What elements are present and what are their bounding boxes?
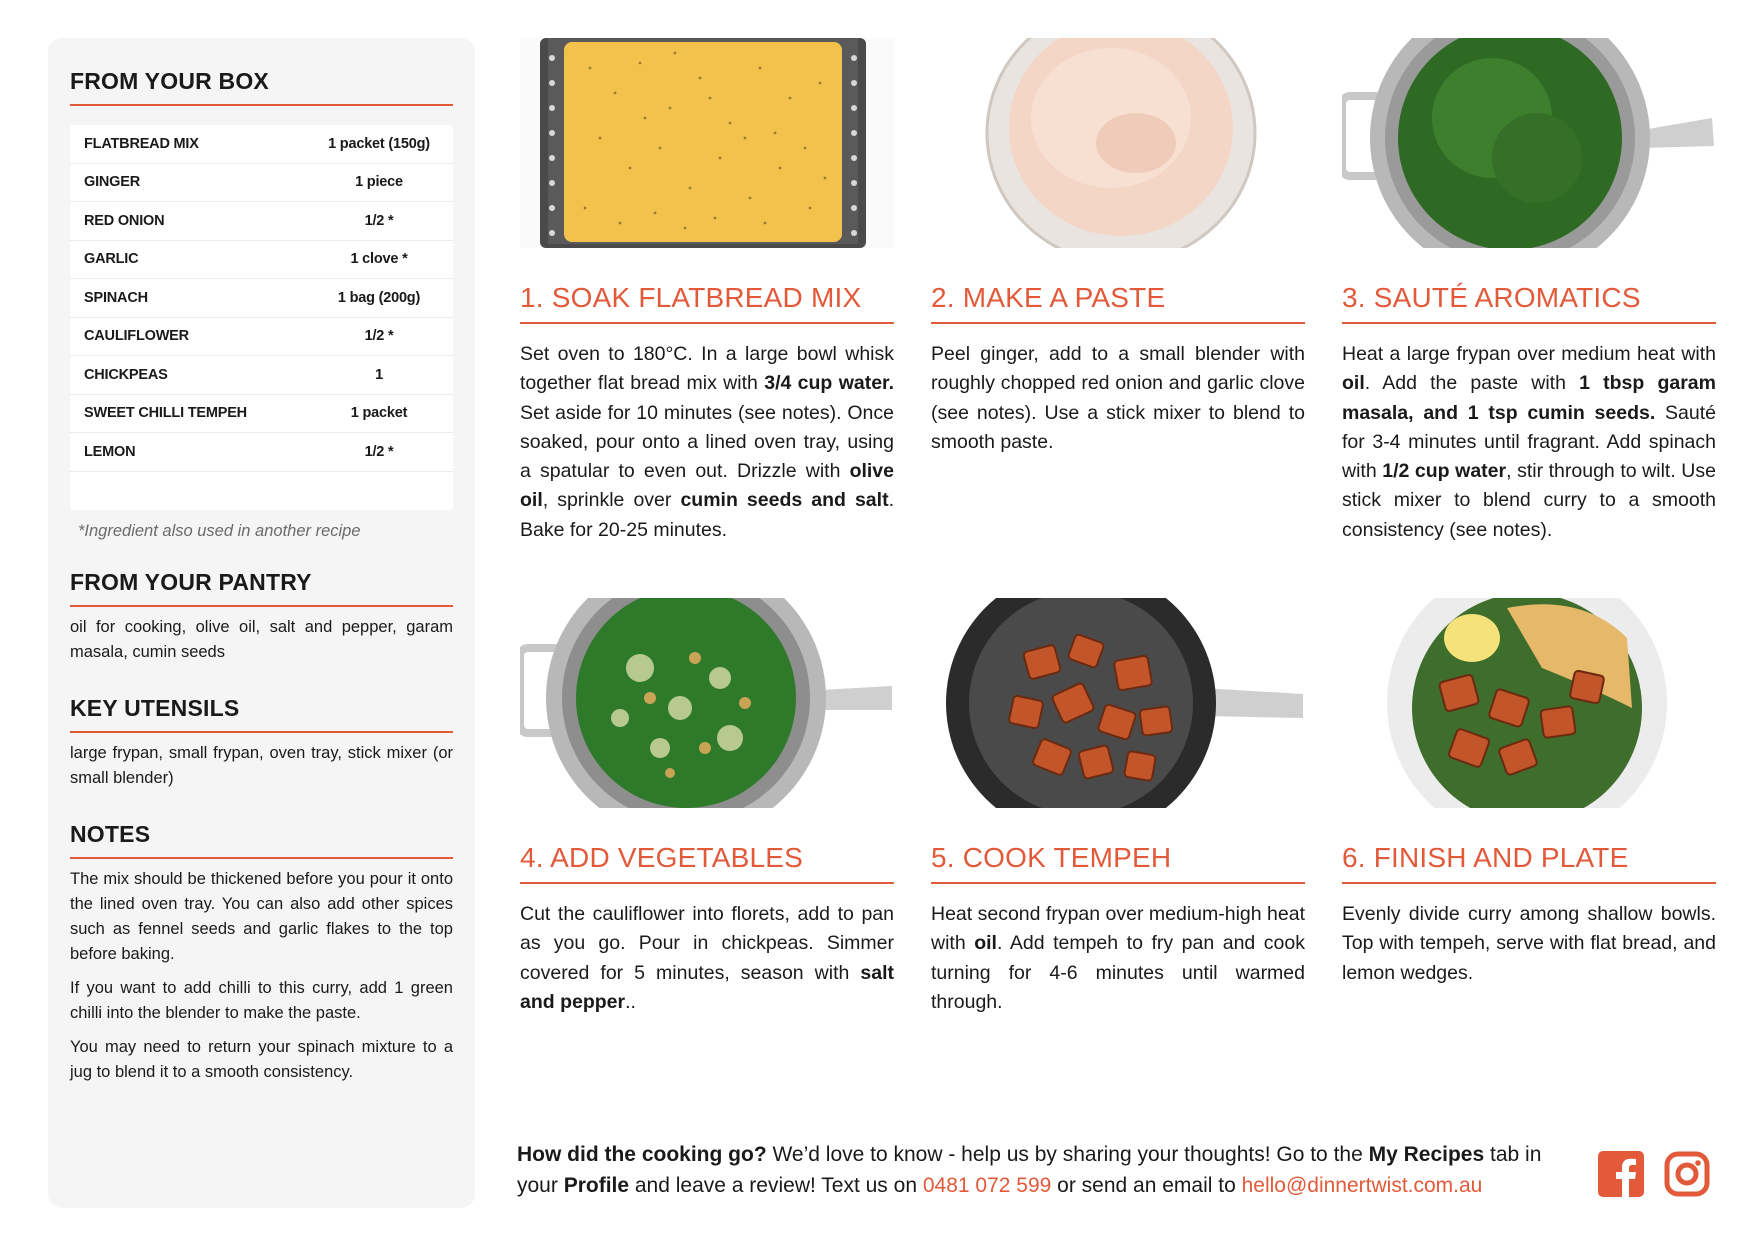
ingredient-quantity: 1/2 * xyxy=(364,443,394,460)
step-6-instructions xyxy=(1342,900,1716,988)
step-3-instructions xyxy=(1342,340,1716,545)
ingredient-row xyxy=(70,279,453,318)
instruction-highlight: salt and pepper xyxy=(520,961,894,1013)
email-link[interactable]: hello@dinnertwist.com.au xyxy=(1241,1174,1483,1197)
step-1 xyxy=(520,38,894,545)
profile-label: Profile xyxy=(563,1174,630,1197)
pantry-text: oil for cooking, olive oil, salt and pepper, garam masala, cumin seeds xyxy=(70,617,453,661)
ingredient-quantity: 1 xyxy=(375,366,383,383)
ingredient-name: GINGER xyxy=(84,174,140,191)
step-4-title: 4. ADD VEGETABLES xyxy=(520,842,894,884)
ingredient-quantity: 1 piece xyxy=(355,174,403,191)
note-paragraph: If you want to add chilli to this curry, add 1 green chilli into the blender to make the paste. xyxy=(70,978,453,1022)
step-3 xyxy=(1342,38,1716,545)
ingredients-table xyxy=(70,125,453,510)
feedback-question: How did the cooking go? xyxy=(517,1143,767,1166)
utensils-text: large frypan, small frypan, oven tray, stick mixer (or small blender) xyxy=(70,743,453,787)
ingredient-row xyxy=(70,433,453,472)
utensils-section xyxy=(70,695,453,791)
ingredient-name: SWEET CHILLI TEMPEH xyxy=(84,405,247,422)
step-1-title: 1. SOAK FLATBREAD MIX xyxy=(520,282,894,324)
ingredient-name: SPINACH xyxy=(84,289,148,306)
step-1-instructions xyxy=(520,340,894,545)
ingredient-row xyxy=(70,202,453,241)
instruction-text: Peel ginger, add to a small blender with roughly chopped red onion and garlic clove (see notes). Use a stick mixer to blend to smooth paste. xyxy=(931,343,1305,453)
step-3-photo xyxy=(1342,38,1716,248)
instruction-highlight: oil xyxy=(1342,372,1365,395)
phone-link[interactable]: 0481 072 599 xyxy=(922,1174,1052,1197)
notes-text xyxy=(70,867,453,1085)
ingredient-quantity: 1 packet xyxy=(350,405,408,422)
ingredient-name: FLATBREAD MIX xyxy=(84,135,199,152)
feedback-text: and leave a review! Text us on xyxy=(629,1174,923,1197)
step-5 xyxy=(931,598,1305,1017)
ingredient-quantity: 1 packet (150g) xyxy=(328,135,430,152)
notes-heading: NOTES xyxy=(70,821,453,859)
my-recipes-tab-label: My Recipes xyxy=(1368,1143,1485,1166)
instruction-text: Set oven to 180°C. In a large bowl whisk together flat bread mix with xyxy=(520,343,894,395)
instruction-text: Set aside for 10 minutes (see notes). Once soaked, pour onto a lined oven tray, using a spatular to even out. Drizzle with xyxy=(520,401,894,483)
step-5-photo xyxy=(931,598,1305,808)
step-2-title: 2. MAKE A PASTE xyxy=(931,282,1305,324)
feedback-text: tab in your xyxy=(517,1143,1542,1197)
ingredient-quantity: 1/2 * xyxy=(364,212,394,229)
notes-section xyxy=(70,821,453,1085)
step-5-title: 5. COOK TEMPEH xyxy=(931,842,1305,884)
instruction-text: . Add the paste with xyxy=(1364,372,1580,395)
step-6-title: 6. FINISH AND PLATE xyxy=(1342,842,1716,884)
instruction-highlight: cumin seeds and salt xyxy=(680,489,889,512)
ingredient-name: CAULIFLOWER xyxy=(84,328,189,345)
instruction-text: . Add tempeh to fry pan and cook turning for 4-6 minutes until warmed through. xyxy=(931,932,1305,1013)
ingredient-row-empty xyxy=(70,472,453,510)
instruction-highlight: 3/4 cup water. xyxy=(764,372,894,395)
feedback-text: We’d love to know - help us by sharing your thoughts! Go to the xyxy=(766,1143,1369,1166)
box-heading: FROM YOUR BOX xyxy=(70,68,453,106)
instruction-highlight: olive oil xyxy=(520,460,894,512)
instruction-highlight: 1 tbsp garam masala, and 1 tsp cumin seeds. xyxy=(1342,372,1716,424)
instruction-highlight: oil xyxy=(974,932,997,955)
step-5-instructions xyxy=(931,900,1305,1017)
ingredient-quantity: 1 clove * xyxy=(350,251,408,268)
step-4-instructions xyxy=(520,900,894,1017)
ingredient-name: LEMON xyxy=(84,443,136,460)
ingredient-name: RED ONION xyxy=(84,212,165,229)
ingredient-note: *Ingredient also used in another recipe xyxy=(78,521,361,540)
pantry-heading: FROM YOUR PANTRY xyxy=(70,569,453,607)
note-paragraph: The mix should be thickened before you pour it onto the lined oven tray. You can also add other spices such as fennel seeds and garlic flakes to the top before baking. xyxy=(70,869,453,963)
step-4-photo xyxy=(520,598,894,808)
instruction-text: , sprinkle over xyxy=(542,489,681,512)
step-2 xyxy=(931,38,1305,457)
step-2-instructions xyxy=(931,340,1305,457)
instagram-icon[interactable] xyxy=(1664,1151,1710,1197)
instruction-text: . Bake for 20-25 minutes. xyxy=(520,489,894,541)
instruction-text: , stir through to wilt. Use stick mixer to blend curry to a smooth consistency (see notes). xyxy=(1342,460,1716,541)
feedback-footer xyxy=(517,1139,1567,1201)
step-1-photo xyxy=(520,38,894,248)
step-2-photo xyxy=(931,38,1305,248)
ingredient-row xyxy=(70,125,453,164)
ingredient-row xyxy=(70,241,453,280)
ingredient-row xyxy=(70,356,453,395)
ingredient-row xyxy=(70,395,453,434)
ingredient-row xyxy=(70,164,453,203)
feedback-text: or send an email to xyxy=(1051,1174,1242,1197)
ingredient-row xyxy=(70,318,453,357)
step-3-title: 3. SAUTÉ AROMATICS xyxy=(1342,282,1716,324)
ingredient-name: GARLIC xyxy=(84,251,139,268)
step-4 xyxy=(520,598,894,1017)
instruction-text: .. xyxy=(625,990,636,1013)
step-6 xyxy=(1342,598,1716,988)
instruction-text: Cut the cauliflower into florets, add to pan as you go. Pour in chickpeas. Simmer covered for 5 minutes, season with xyxy=(520,903,894,984)
ingredient-quantity: 1/2 * xyxy=(364,328,394,345)
utensils-heading: KEY UTENSILS xyxy=(70,695,453,733)
instruction-text: Sauté for 3-4 minutes until fragrant. Add spinach with xyxy=(1342,401,1716,483)
step-6-photo xyxy=(1342,598,1716,808)
ingredients-sidebar xyxy=(48,38,475,1208)
pantry-section xyxy=(70,569,453,665)
instruction-text: Evenly divide curry among shallow bowls. Top with tempeh, serve with flat bread, and lemon wedges. xyxy=(1342,903,1716,984)
ingredient-name: CHICKPEAS xyxy=(84,366,168,383)
instruction-text: Heat second frypan over medium-high heat with xyxy=(931,903,1305,955)
note-paragraph: You may need to return your spinach mixture to a jug to blend it to a smooth consistency. xyxy=(70,1037,453,1081)
instruction-text: Heat a large frypan over medium heat with xyxy=(1342,343,1716,365)
instruction-highlight: 1/2 cup water xyxy=(1382,460,1507,483)
facebook-icon[interactable] xyxy=(1598,1151,1644,1197)
ingredient-quantity: 1 bag (200g) xyxy=(337,289,421,306)
